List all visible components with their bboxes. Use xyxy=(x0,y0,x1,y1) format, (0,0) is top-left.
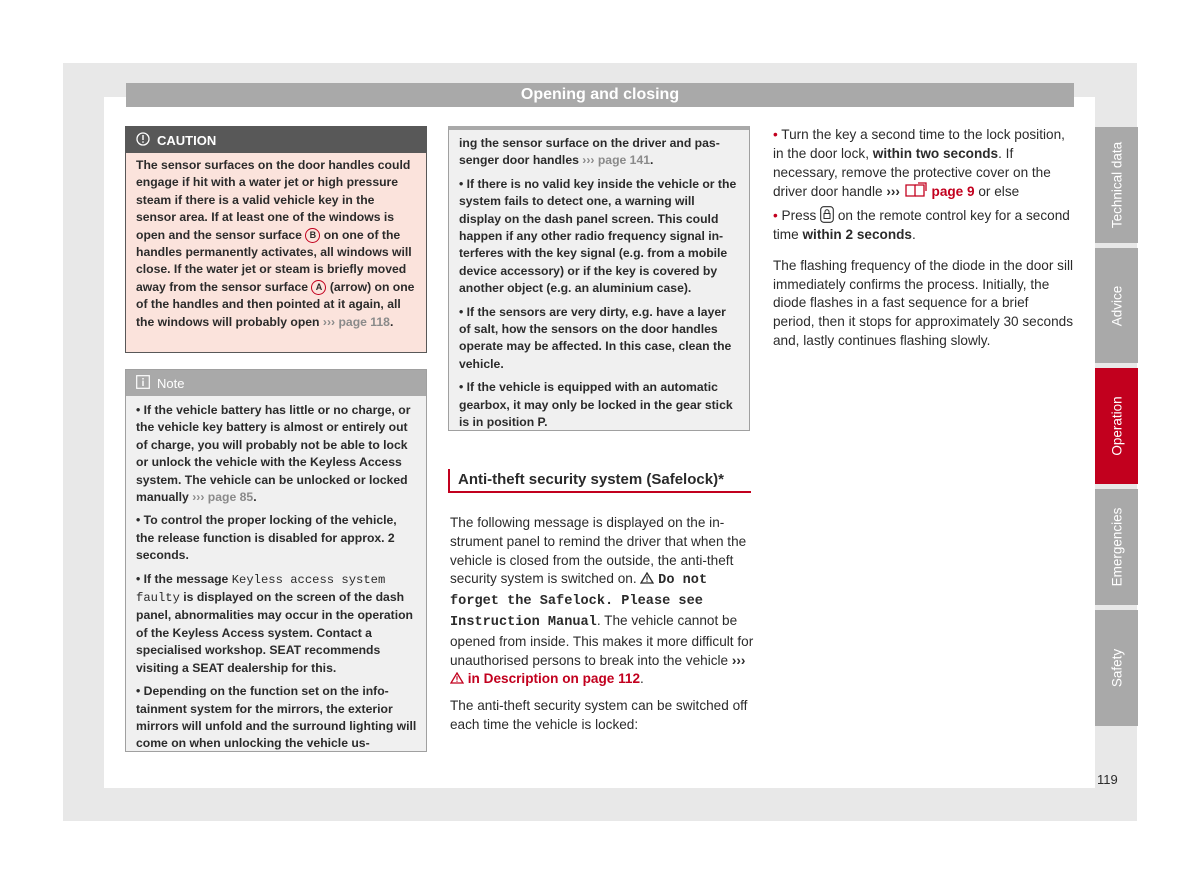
note-paragraph: • To control the proper locking of the vehicle, the release function is disabled for approx. 2 seconds. xyxy=(136,513,397,563)
caution-title: CAUTION xyxy=(157,132,217,148)
bullet-text-part: on the remote control key for a second time xyxy=(773,208,1070,242)
note-continuation-box xyxy=(448,126,750,431)
page-number: 119 xyxy=(1097,772,1118,787)
caution-header xyxy=(126,127,426,153)
tab-label: Technical data xyxy=(1109,141,1124,229)
bullet-emphasis: within two seconds xyxy=(872,145,999,161)
display-message: Do not forget the Safelock. Please see Instruction Manual xyxy=(450,573,708,630)
ref-arrows: ››› xyxy=(731,652,746,668)
note-header xyxy=(126,370,426,396)
bullet-text-part: Press xyxy=(777,208,821,224)
bullet-item xyxy=(773,126,1073,202)
ref-page: page 9 xyxy=(931,184,975,200)
note-text-part: • If the message xyxy=(136,571,232,586)
section-paragraph: The anti-theft security system can be switched off each time the vehicle is locked: xyxy=(450,698,748,732)
ref-page: page 141 xyxy=(597,153,651,168)
info-icon xyxy=(136,375,150,392)
section-body xyxy=(450,514,755,743)
bullet-text-part: or else xyxy=(974,184,1020,200)
bullet-item xyxy=(773,206,1073,245)
note-paragraph xyxy=(459,135,740,170)
tab-label: Safety xyxy=(1109,648,1124,688)
caution-icon xyxy=(136,132,150,149)
punctuation: . xyxy=(253,490,257,505)
page-reference-link[interactable] xyxy=(192,490,253,504)
note-paragraph: • If the vehicle is equipped with an automatic gearbox, it may only be locked in the gear stick is in position P. xyxy=(459,380,733,430)
tab-label: Advice xyxy=(1109,285,1124,326)
note-paragraph: • Depending on the function set on the infotainment system for the mirrors, the exterior mirrors will unfold and the surround lighting will come on when unlocking the vehicle us- xyxy=(136,684,417,751)
bullet-icon: • xyxy=(773,208,778,224)
punctuation: . xyxy=(912,226,916,242)
book-icon xyxy=(904,184,928,199)
tab-label: Emergencies xyxy=(1109,507,1124,587)
section-text-part: The following message is displayed on the instrument panel to remind the driver that when the vehicle is closed from the outside, the anti-theft security system is switched on. xyxy=(450,515,747,587)
bullet-text-part: Turn the key a second time to the lock position, in the door lock, xyxy=(773,127,1065,161)
note-title: Note xyxy=(157,375,185,391)
tab-technical-data[interactable] xyxy=(1095,127,1138,243)
punctuation: . xyxy=(650,153,654,168)
ref-arrows: ››› xyxy=(886,184,900,200)
section-paragraph xyxy=(450,514,755,689)
note-text-part: is displayed on the screen of the dash panel, abnormalities may occur in the operation of the Keyless Access system. Contact a specialised workshop. SEAT recommends visiting a SEAT dealership for this. xyxy=(136,590,413,675)
note-paragraph: • If there is no valid key inside the vehicle or the system fails to detect one, a warning will display on the dash panel screen. This could happen if any other radio frequency signal interferes with the key signal (e.g. from a mobile device accessory) or if the key is covered by another object (e.g. an aluminium case). xyxy=(459,176,737,296)
ref-page: page 118 xyxy=(338,314,390,329)
page-reference-link[interactable] xyxy=(582,153,650,167)
caution-text-part: on one of the handles permanently activates, all windows will close. If the water jet or steam is briefly moved away from the sensor surface xyxy=(136,227,412,294)
tab-safety[interactable] xyxy=(1095,610,1138,726)
punctuation: . xyxy=(640,671,644,687)
note-text xyxy=(126,396,426,753)
right-column xyxy=(773,126,1073,359)
note-box xyxy=(125,369,427,752)
warning-triangle-icon xyxy=(450,671,464,686)
note-text-part: • If the vehicle battery has little or no charge, or the vehicle key battery is almost or entirely out of charge, you will probably not be able to lock or unlock the vehicle with the Keyless Access system. The vehicle can be unlocked or locked manually xyxy=(136,403,411,505)
bullet-icon: • xyxy=(773,127,778,142)
tab-advice[interactable] xyxy=(1095,248,1138,363)
ref-page: page 85 xyxy=(207,490,254,505)
section-title: Anti-theft security system (Safelock)* xyxy=(448,469,751,493)
caution-box xyxy=(125,126,427,353)
lock-button-icon xyxy=(820,208,834,223)
page-reference-link[interactable] xyxy=(886,184,974,199)
punctuation: . xyxy=(389,314,394,329)
ref-text: in Description on page 112 xyxy=(467,671,641,687)
section-text-part: . The vehicle cannot be opened from inside. This makes it more difficult for unauthorised persons to break into the vehicle xyxy=(450,612,754,668)
ref-arrows: ››› xyxy=(192,490,205,505)
ref-arrows: ››› xyxy=(322,314,336,329)
caution-text-part: The sensor surfaces on the door handles could engage if hit with a water jet or high pressure steam if there is a valid vehicle key in the sensor area. If at least one of the windows is open and the sensor surface xyxy=(136,158,411,242)
note-paragraph xyxy=(136,571,417,677)
marker-b: B xyxy=(305,228,320,243)
page-title: Opening and closing xyxy=(126,83,1074,107)
display-message: Keyless access system faulty xyxy=(136,572,386,606)
bullet-emphasis: within 2 seconds xyxy=(802,226,912,242)
ref-arrows: ››› xyxy=(582,153,595,168)
caution-text xyxy=(126,153,426,331)
note-text-part: ing the sensor surface on the driver and passenger door handles xyxy=(459,136,720,168)
caution-text-part: (arrow) on one of the handles and then pointed at it again, all the windows will probably open xyxy=(136,279,415,329)
note-paragraph xyxy=(136,402,417,506)
note-continuation-text xyxy=(449,130,749,432)
bullet-text-part: . If necessary, remove the protective cover on the driver door handle xyxy=(773,145,1051,200)
tab-label: Operation xyxy=(1109,396,1124,456)
tab-operation[interactable] xyxy=(1095,368,1138,484)
warning-triangle-icon xyxy=(640,571,654,586)
tab-emergencies[interactable] xyxy=(1095,489,1138,605)
note-paragraph: • If the sensors are very dirty, e.g. have a layer of salt, how the sensors on the door handles operate may be affected. In this case, clean the vehicle. xyxy=(459,304,732,371)
right-paragraph: The flashing frequency of the diode in the door sill immediately confirms the process. Initially, the diode flashes in a fast sequence for a brief period, then it stops for approximately 30 seconds and, lastly continues flashing slowly. xyxy=(773,257,1074,348)
marker-a: A xyxy=(311,280,326,295)
page-reference-link[interactable] xyxy=(323,315,390,329)
